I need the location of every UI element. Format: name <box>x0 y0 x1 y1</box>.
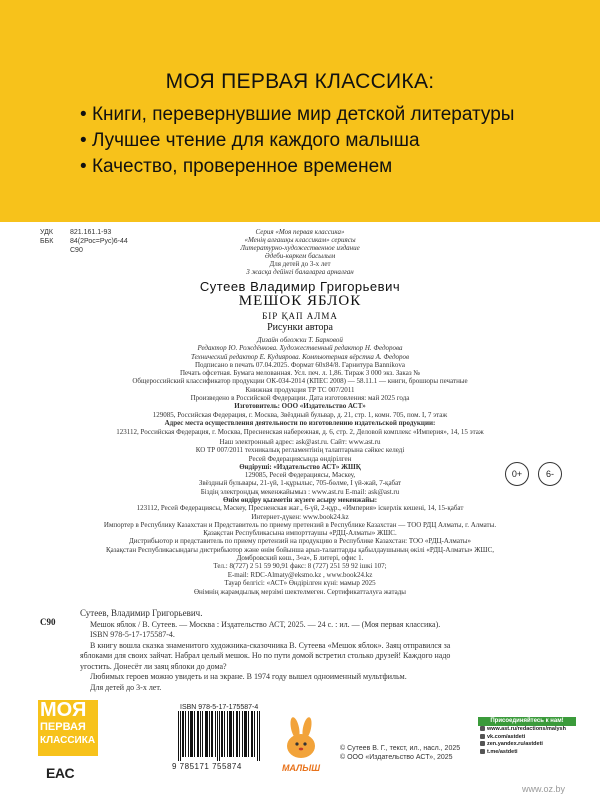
top-banner <box>0 0 600 222</box>
manufacturer-line: 129085, Российская Федерация, г. Москва, Звёздный бульвар, д. 21, стр. 1, комн. 705, пом. I, 7 этаж <box>152 410 448 419</box>
book-title: МЕШОК ЯБЛОК <box>238 293 362 309</box>
catalog-desc: угостить. Донесёт ли заяц яблоки до дома? <box>80 661 227 671</box>
manufacturer-line: Адрес места осуществления деятельности по изготовлению издательской продукции: <box>164 418 436 427</box>
kz-line: 123112, Ресей Федерациясы, Мәскеу, Пресненская жағ., 6-үй, 2-құр., «Империя» іскерлік кешені, 14, 15-қабат <box>136 504 464 513</box>
series-logo-line: КЛАССИКА <box>40 735 96 746</box>
social-link[interactable]: zen.yandex.ru/astdeti <box>478 741 576 749</box>
social-link[interactable]: t.me/astdeti <box>478 749 576 757</box>
catalog-desc: В книгу вошла сказка знаменитого художника-сказочника В. Сутеева «Мешок яблок». Заяц отправился за <box>90 640 451 650</box>
catalog-code: С90 <box>40 617 56 627</box>
import-line: Дистрибьютор и представитель по приему претензий на продукцию в Республике Казахстан: ТОО «РДЦ-Алматы» <box>128 537 472 546</box>
imprint-line: Дизайн обложки Т. Барковой <box>257 336 343 344</box>
manufacturer-line: 123112, Российская Федерация, г. Москва, Пресненская набережная, д. 6, стр. 2, Деловой комплекс «Империя», 14, 15 этаж <box>116 428 484 436</box>
kz-line: Өнім өндіру қызметін жүзеге асыру мекенжайы: <box>222 496 378 504</box>
import-line: E-mail: RDC-Almaty@eksmo.kz , www.book24.kz <box>227 571 373 579</box>
kz-line: Интернет-дүкен: www.book24.kz <box>251 512 349 521</box>
banner-bullets <box>80 102 580 180</box>
eac-mark: EAC <box>46 765 75 781</box>
catalog-desc: яблоками для своих зайчат. Набрал целый мешок. Но по пути домой встретил столько друзей! Каждого надо <box>80 651 451 660</box>
imprint-line: Подписано в печать 07.04.2025. Формат 60х84/8. Гарнитура Bannikova <box>195 360 405 369</box>
barcode-number: 9 785171 755874 <box>172 762 242 771</box>
import-line: Тел.: 8(727) 2 51 59 90,91 факс: 8 (727) 251 59 92 ішкі 107; <box>213 562 387 571</box>
series-line: Әдеби-көркем басылым <box>264 252 336 260</box>
ko-line: КО ТР 007/2011 техникалық регламентінің талаптарына сәйкес келеді <box>195 446 405 455</box>
udk-value: 821.161.1-93 <box>70 229 112 236</box>
watermark: www.oz.by <box>522 784 566 794</box>
publisher-logo-icon <box>276 716 326 761</box>
age-rating-badge: 0+ <box>505 462 529 486</box>
banner-bullet: • Книги, перевернувшие мир детской литературы <box>80 102 580 128</box>
copyright-line: © Сутеев В. Г., текст, ил., насл., 2025 <box>340 745 461 752</box>
social-header: Присоединяйтесь к нам! <box>478 717 576 726</box>
illustrations-credit: Рисунки автора <box>267 322 333 333</box>
imprint-line: Редактор Ю. Рождёнкова. Художественный редактор Н. Федорова <box>197 344 403 353</box>
book-author: Сутеев Владимир Григорьевич <box>199 279 401 294</box>
zen-icon <box>480 741 485 746</box>
import-line: Тауар белгісі: «АСТ» Өндірілген күні: мамыр 2025 <box>224 579 376 588</box>
copyright-block <box>340 744 460 762</box>
imprint-line: Книжная продукция ТР ТС 007/2011 <box>245 385 355 394</box>
series-line: Серия «Моя первая классика» <box>255 228 345 236</box>
catalog-card <box>80 608 580 693</box>
banner-title: МОЯ ПЕРВАЯ КЛАССИКА: <box>165 70 435 93</box>
social-link[interactable]: www.ast.ru/redactions/malysh <box>478 726 576 734</box>
udk-label: УДК <box>40 229 53 236</box>
social-link[interactable]: vk.com/astdeti <box>478 734 576 742</box>
series-logo <box>38 700 98 756</box>
manufacturer-block <box>20 428 580 436</box>
kz-line: 129085, Ресей Федерациясы, Мәскеу, <box>244 471 356 480</box>
imprint-line: Печать офсетная. Бумага мелованная. Усл. печ. л. 1,86. Тираж 3 000 экз. Заказ № <box>179 369 421 378</box>
book-title-kz: БІР ҚАП АЛМА <box>262 311 338 321</box>
copyright-line: © ООО «Издательство АСТ», 2025 <box>340 754 453 761</box>
catalog-author: Сутеев, Владимир Григорьевич. <box>80 608 203 618</box>
telegram-icon <box>480 749 485 754</box>
contact-block <box>20 438 580 496</box>
catalog-desc: Любимых героев можно увидеть и на экране. В 1974 году вышел одноименный мультфильм. <box>90 672 407 681</box>
publisher-name: МАЛЫШ <box>281 763 321 773</box>
series-logo-line: МОЯ <box>40 699 87 721</box>
banner-bullet: • Лучшее чтение для каждого малыша <box>80 128 580 154</box>
barcode-isbn-caption: ISBN 978-5-17-175587-4 <box>180 704 259 711</box>
barcode <box>178 711 260 761</box>
manufacturer-line: Наш электронный адрес: ask@ast.ru. Сайт: www.ast.ru <box>219 438 381 446</box>
ko-line: Ресей Федерациясында өндірілген <box>248 454 352 463</box>
vk-icon <box>480 734 485 739</box>
kz-line: Өндіруші: «Издательство АСТ» ЖШҚ <box>239 462 361 471</box>
import-line: Қазақстан Республикасына импорттаушы «РДЦ-Алматы» ЖШС. <box>203 529 397 538</box>
globe-icon <box>480 726 485 731</box>
bbk-value: 84(2Рос=Рус)6-44 <box>70 238 128 245</box>
series-line: Для детей до 3-х лет <box>269 260 331 268</box>
series-logo-line: ПЕРВАЯ <box>40 721 86 733</box>
catalog-line: Мешок яблок / В. Сутеев. — Москва : Издательство АСТ, 2025. — 24 с. : ил. — (Моя первая классика). <box>90 619 441 629</box>
import-line: Домбровский көш., 3«а», Б литері, офис 1. <box>236 554 364 563</box>
imprint-line: Произведено в Российской Федерации. Дата изготовления: май 2025 года <box>190 394 410 403</box>
author-index: С90 <box>70 247 83 254</box>
import-block <box>20 571 580 596</box>
imprint-line: Общероссийский классификатор продукции ОК-034-2014 (КПЕС 2008) — 58.11.1 — книги, брошюры печатные <box>132 377 468 386</box>
import-line: Өнімнің жарамдылық мерзімі шектелмеген. Сертификатталуға жатады <box>194 587 406 596</box>
series-line: Литературно-художественное издание <box>240 244 360 252</box>
series-info <box>0 228 600 276</box>
kz-line: Звёздный бульвары, 21-үй, 1-құрылыс, 705-бөлме, I үй-жай, 7-қабат <box>198 479 402 488</box>
series-line: 3 жасқа дейінгі балаларға арналған <box>246 268 354 276</box>
social-links-box <box>478 717 576 771</box>
manufacturer-line: Изготовитель: ООО «Издательство АСТ» <box>234 402 366 411</box>
series-line: «Менің алғашқы классикам» сериясы <box>244 236 356 244</box>
imprint-block <box>20 336 580 427</box>
kz-line: Біздің электрондық мекенжайымыз : www.ast.ru E-mail: ask@ast.ru <box>200 487 400 496</box>
kz-block <box>20 496 580 571</box>
banner-bullet: • Качество, проверенное временем <box>80 154 580 180</box>
age-rating-badge: 6- <box>538 462 562 486</box>
import-line: Импортер в Республику Казахстан и Представитель по приему претензий в Республике Казахстан — ТОО РДЦ Алматы, г. Алматы. <box>103 520 497 529</box>
bbk-label: ББК <box>40 238 54 245</box>
catalog-age: Для детей до 3-х лет. <box>90 682 162 692</box>
imprint-line: Технический редактор Е. Кудиярова. Компьютерная вёрстка А. Федоров <box>190 352 410 361</box>
catalog-isbn: ISBN 978-5-17-175587-4. <box>90 630 175 639</box>
import-line: Қазақстан Республикасындағы дистрибьютор және өнім бойынша арыз-талаптарды қабылдаушының өкілі «РДЦ-Алматы» ЖШС, <box>105 545 495 554</box>
